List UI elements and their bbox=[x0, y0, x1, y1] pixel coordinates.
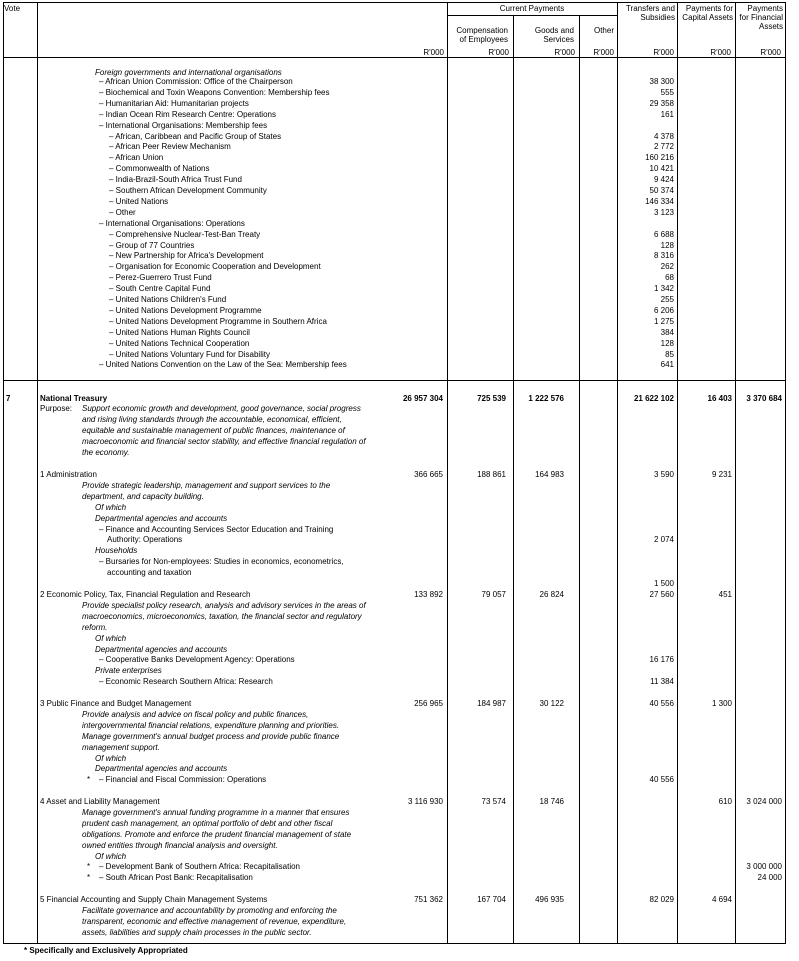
appropriation-star: * bbox=[87, 873, 91, 883]
foreign-item-transfers: 9 424 bbox=[653, 175, 674, 185]
programme-description: Provide analysis and advice on fiscal policy and public finances, bbox=[82, 709, 309, 719]
col-border-goods bbox=[579, 15, 580, 944]
foreign-item-transfers: 3 123 bbox=[653, 207, 674, 217]
foreign-item-transfers: 6 688 bbox=[653, 229, 674, 239]
footnote: * Specifically and Exclusively Appropriated bbox=[24, 946, 188, 955]
foreign-item-transfers: 2 772 bbox=[653, 142, 674, 152]
programme-description: prudent cash management, an optimal portfolio of debt and other fiscal bbox=[82, 818, 333, 828]
purpose-line: Support economic growth and development, good governance, social progress bbox=[82, 404, 361, 413]
vote-financial: 3 370 684 bbox=[746, 394, 782, 403]
foreign-item-transfers: 4 378 bbox=[653, 131, 674, 141]
purpose-label: Purpose: bbox=[40, 404, 73, 413]
foreign-item-label: – International Organisations: Membership fees bbox=[99, 120, 268, 130]
programme-line-item: – Economic Research Southern Africa: Research bbox=[99, 677, 273, 687]
foreign-item-label: – United Nations Technical Cooperation bbox=[109, 338, 250, 348]
programme-compensation: 73 574 bbox=[481, 797, 506, 806]
header-other: Other bbox=[593, 26, 614, 35]
foreign-item-label: – Perez-Guerrero Trust Fund bbox=[109, 273, 212, 283]
foreign-item-transfers: 6 206 bbox=[653, 305, 674, 315]
unit-total: R'000 bbox=[423, 48, 444, 57]
unit-transfers: R'000 bbox=[653, 48, 674, 57]
programme-description: Manage government's annual funding programme in a manner that ensures bbox=[82, 807, 350, 817]
header-goods: Goods and Services bbox=[534, 26, 574, 44]
foreign-item-label: – Humanitarian Aid: Humanitarian projects bbox=[99, 98, 249, 108]
purpose-line: and rising living standards through the accountable, economical, efficient, bbox=[82, 414, 342, 424]
vote-capital: 16 403 bbox=[707, 394, 732, 403]
programme-line-cat: Departmental agencies and accounts bbox=[95, 513, 228, 523]
programme-line-transfers: 1 500 bbox=[653, 579, 674, 588]
programme-description: Facilitate governance and accountability by promoting and enforcing the bbox=[82, 905, 337, 915]
vote-goods: 1 222 576 bbox=[528, 394, 564, 403]
programme-description: Provide specialist policy research, analysis and advisory services in the areas of bbox=[82, 600, 366, 610]
current-payments-rule bbox=[447, 15, 617, 16]
foreign-item-transfers: 262 bbox=[660, 262, 674, 272]
programme-capital: 451 bbox=[718, 590, 732, 599]
programme-line-financial: 24 000 bbox=[757, 873, 782, 883]
programme-goods: 30 122 bbox=[539, 699, 564, 708]
programme-total: 3 116 930 bbox=[408, 797, 443, 806]
appropriation-star: * bbox=[87, 775, 91, 785]
foreign-item-label: – New Partnership for Africa's Development bbox=[109, 251, 264, 261]
header-current-payments: Current Payments bbox=[499, 4, 565, 13]
foreign-item-label: – African Union bbox=[109, 153, 164, 163]
purpose-line: macroeconomic and financial sector stability, and effective financial regulation of bbox=[82, 436, 366, 446]
programme-line-ofwhich: Of which bbox=[95, 753, 127, 763]
programme-line-ofwhich: Of which bbox=[95, 502, 127, 512]
unit-goods: R'000 bbox=[554, 48, 575, 57]
programme-line-item: – Bursaries for Non-employees: Studies in economics, econometrics, bbox=[99, 557, 344, 567]
programme-line-cat: Private enterprises bbox=[95, 666, 162, 676]
programme-compensation: 184 987 bbox=[477, 699, 506, 708]
programme-line-transfers: 2 074 bbox=[653, 535, 674, 545]
foreign-item-label: – Commonwealth of Nations bbox=[109, 164, 210, 174]
programme-transfers: 40 556 bbox=[649, 699, 674, 708]
foreign-item-label: – India-Brazil-South Africa Trust Fund bbox=[109, 175, 242, 185]
foreign-item-transfers: 8 316 bbox=[653, 251, 674, 261]
unit-other: R'000 bbox=[593, 48, 614, 57]
foreign-item-transfers: 128 bbox=[660, 338, 674, 348]
programme-title: 5 Financial Accounting and Supply Chain Management Systems bbox=[40, 895, 268, 904]
programme-description: transparent, economic and effective management of revenue, expenditure, bbox=[82, 916, 347, 926]
foreign-item-label: – African, Caribbean and Pacific Group of States bbox=[109, 131, 282, 141]
foreign-item-label: – United Nations Development Programme in Southern Africa bbox=[109, 316, 327, 326]
foreign-item-transfers: 255 bbox=[660, 295, 674, 304]
programme-line-cat: Departmental agencies and accounts bbox=[95, 764, 228, 774]
foreign-item-transfers: 10 421 bbox=[649, 164, 674, 174]
foreign-item-transfers: 1 342 bbox=[653, 284, 674, 294]
section-divider bbox=[3, 380, 786, 381]
header-vote: Vote bbox=[4, 4, 21, 13]
programme-line-cat: Departmental agencies and accounts bbox=[95, 644, 228, 654]
foreign-item-label: – United Nations Convention on the Law of the Sea: Membership fees bbox=[99, 360, 347, 370]
foreign-item-transfers: 38 300 bbox=[649, 77, 674, 86]
foreign-item-transfers: 641 bbox=[660, 360, 674, 370]
vote-compensation: 725 539 bbox=[477, 394, 506, 403]
foreign-item-transfers: 160 216 bbox=[645, 153, 674, 163]
programme-total: 133 892 bbox=[414, 590, 443, 599]
foreign-item-label: – Organisation for Economic Cooperation and Development bbox=[109, 262, 321, 272]
foreign-item-transfers: 128 bbox=[660, 240, 674, 250]
programme-line-item: – South African Post Bank: Recapitalisation bbox=[99, 873, 253, 883]
foreign-item-label: – Southern African Development Community bbox=[109, 186, 267, 195]
table-top-border bbox=[3, 2, 786, 3]
programme-goods: 164 983 bbox=[535, 470, 564, 479]
programme-capital: 1 300 bbox=[711, 699, 732, 708]
vote-number: 7 bbox=[6, 394, 11, 403]
programme-line-item: – Cooperative Banks Development Agency: Operations bbox=[99, 655, 295, 665]
programme-transfers: 27 560 bbox=[649, 590, 674, 599]
programme-description: reform. bbox=[82, 622, 108, 632]
programme-title: 1 Administration bbox=[40, 470, 97, 479]
foreign-heading: Foreign governments and international organisations bbox=[95, 68, 282, 77]
programme-total: 751 362 bbox=[414, 895, 443, 904]
foreign-item-label: – Indian Ocean Rim Research Centre: Operations bbox=[99, 109, 276, 119]
vote-name: National Treasury bbox=[40, 394, 108, 403]
foreign-item-label: – African Union Commission: Office of the Chairperson bbox=[99, 77, 293, 86]
programme-goods: 18 746 bbox=[539, 797, 564, 806]
programme-line-ofwhich: Of which bbox=[95, 851, 127, 861]
programme-line-item: – Financial and Fiscal Commission: Operations bbox=[99, 775, 267, 785]
programme-line-cat: Households bbox=[95, 546, 138, 556]
programme-line-ofwhich: Of which bbox=[95, 633, 127, 643]
programme-goods: 26 824 bbox=[539, 590, 564, 599]
unit-capital: R'000 bbox=[710, 48, 731, 57]
foreign-item-transfers: 85 bbox=[665, 349, 674, 359]
programme-line-item: – Finance and Accounting Services Sector Education and Training bbox=[99, 524, 334, 534]
foreign-item-label: – South Centre Capital Fund bbox=[109, 284, 211, 294]
foreign-item-label: – Group of 77 Countries bbox=[109, 240, 195, 250]
foreign-item-label: – Biochemical and Toxin Weapons Convention: Membership fees bbox=[99, 87, 330, 97]
foreign-item-transfers: 50 374 bbox=[649, 186, 674, 195]
programme-goods: 496 935 bbox=[535, 895, 564, 904]
unit-financial: R'000 bbox=[760, 48, 781, 57]
unit-compensation: R'000 bbox=[488, 48, 509, 57]
appropriation-star: * bbox=[87, 862, 91, 872]
programme-line-item2: Authority: Operations bbox=[107, 535, 183, 545]
programme-line-transfers: 40 556 bbox=[649, 775, 674, 785]
budget-table bbox=[3, 2, 786, 943]
programme-line-transfers: 11 384 bbox=[650, 677, 674, 687]
foreign-item-transfers: 1 275 bbox=[653, 316, 674, 326]
foreign-item-transfers: 29 358 bbox=[649, 98, 674, 108]
foreign-item-label: – Comprehensive Nuclear-Test-Ban Treaty bbox=[109, 229, 261, 239]
purpose-line: equitable and sustainable management of public finances, maintenance of bbox=[82, 425, 345, 435]
programme-transfers: 3 590 bbox=[653, 470, 674, 479]
header-financial: Payments for Financial Assets bbox=[739, 4, 783, 31]
table-bottom-border bbox=[3, 943, 786, 944]
foreign-item-transfers: 68 bbox=[665, 273, 674, 283]
foreign-item-transfers: 146 334 bbox=[645, 196, 674, 206]
programme-compensation: 79 057 bbox=[481, 590, 506, 599]
programme-description: owned entities through financial analysis and oversight. bbox=[82, 840, 278, 850]
foreign-item-label: – United Nations Voluntary Fund for Disability bbox=[109, 349, 270, 359]
header-transfers: Transfers and Subsidies bbox=[625, 4, 675, 22]
programme-capital: 9 231 bbox=[711, 470, 732, 479]
col-border-left bbox=[3, 2, 4, 944]
foreign-item-transfers: 161 bbox=[660, 109, 674, 119]
programme-capital: 610 bbox=[718, 797, 732, 806]
foreign-item-label: – Other bbox=[109, 207, 136, 217]
programme-description: management support. bbox=[82, 742, 160, 752]
programme-line-financial: 3 000 000 bbox=[746, 862, 782, 872]
programme-line-transfers: 16 176 bbox=[649, 655, 674, 665]
foreign-item-transfers: 555 bbox=[660, 87, 674, 97]
programme-transfers: 82 029 bbox=[649, 895, 674, 904]
programme-line-item: – Development Bank of Southern Africa: Recapitalisation bbox=[99, 862, 301, 872]
programme-description: department, and capacity building. bbox=[82, 491, 204, 501]
programme-compensation: 167 704 bbox=[477, 895, 506, 904]
vote-transfers: 21 622 102 bbox=[633, 394, 674, 403]
programme-total: 256 965 bbox=[414, 699, 443, 708]
foreign-item-label: – United Nations Development Programme bbox=[109, 305, 262, 315]
programme-financial: 3 024 000 bbox=[746, 797, 782, 806]
programme-description: assets, liabilities and supply chain processes in the public sector. bbox=[82, 927, 312, 937]
foreign-item-label: – International Organisations: Operations bbox=[99, 218, 245, 228]
purpose-line: the economy. bbox=[82, 447, 130, 457]
programme-description: Manage government's annual budget process and provide public finance bbox=[82, 731, 340, 741]
programme-title: 3 Public Finance and Budget Management bbox=[40, 699, 192, 708]
programme-title: 2 Economic Policy, Tax, Financial Regulation and Research bbox=[40, 590, 251, 599]
col-border-right bbox=[785, 2, 786, 944]
programme-line-item2: accounting and taxation bbox=[107, 568, 192, 578]
header-capital: Payments for Capital Assets bbox=[682, 4, 733, 22]
programme-total: 366 665 bbox=[414, 470, 443, 479]
programme-description: macroeconomics, microeconomics, taxation, the financial sector and regulatory bbox=[82, 611, 362, 621]
foreign-item-label: – United Nations Children's Fund bbox=[109, 295, 227, 304]
header-compensation: Compensation of Employees bbox=[456, 26, 508, 44]
programme-title: 4 Asset and Liability Management bbox=[40, 797, 160, 806]
foreign-item-label: – African Peer Review Mechanism bbox=[109, 142, 231, 152]
header-bottom-border bbox=[3, 57, 786, 58]
programme-description: Provide strategic leadership, management and support services to the bbox=[82, 480, 331, 490]
foreign-item-transfers: 384 bbox=[660, 327, 674, 337]
foreign-item-label: – United Nations Human Rights Council bbox=[109, 327, 250, 337]
vote-total: 26 957 304 bbox=[402, 394, 443, 403]
foreign-item-label: – United Nations bbox=[109, 196, 169, 206]
programme-description: obligations. Promote and enforce the prudent financial management of state bbox=[82, 829, 352, 839]
programme-capital: 4 694 bbox=[711, 895, 732, 904]
programme-compensation: 188 861 bbox=[477, 470, 506, 479]
col-border-vote bbox=[37, 2, 38, 944]
programme-description: intergovernmental financial relations, expenditure planning and priorities. bbox=[82, 720, 340, 730]
